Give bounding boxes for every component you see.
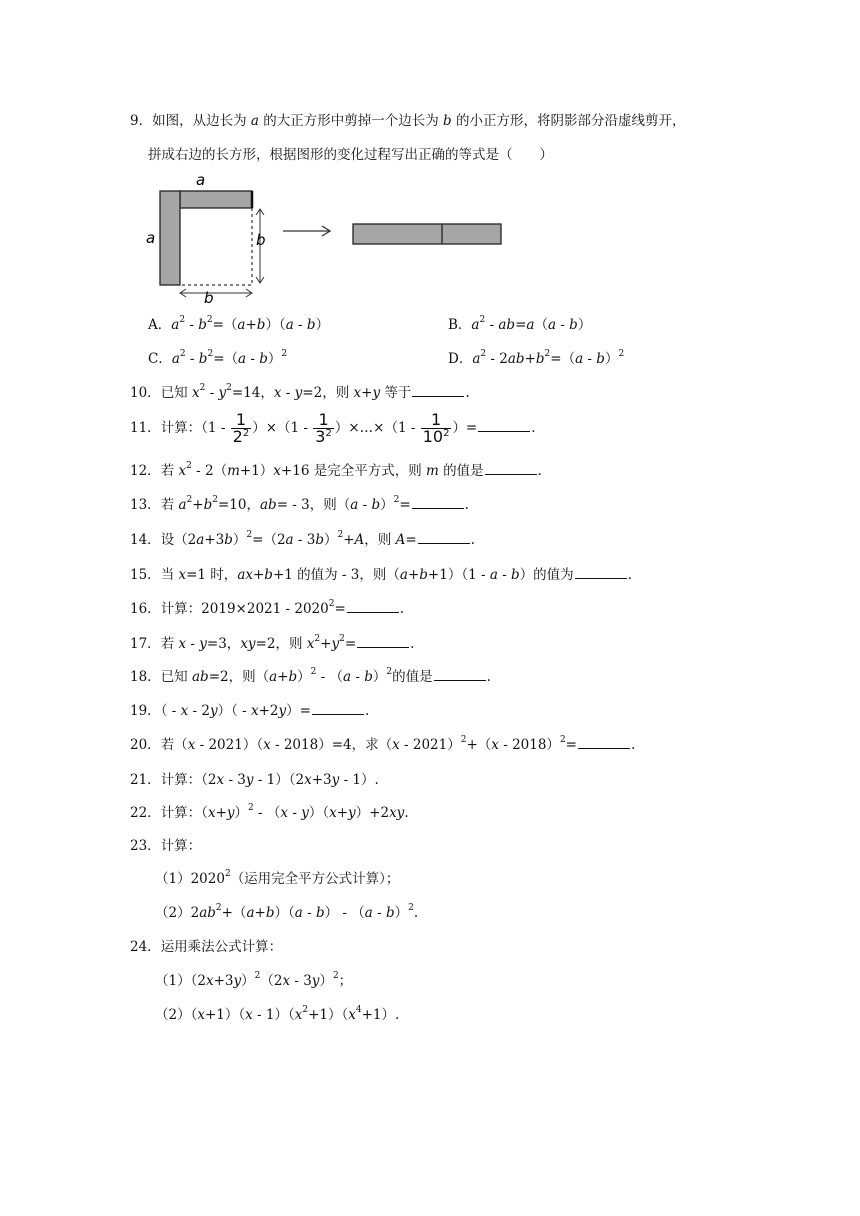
label-right-b: b xyxy=(256,231,266,249)
question-23-part-2: $(2)2ab^2+(a+b)(a - b) - (a - b)^2$. xyxy=(155,903,419,921)
question-22: 22．计算：$(x+y)^2 - (x - y)(x+y)+2xy$. xyxy=(130,803,409,821)
label-bottom-b: b xyxy=(204,289,214,305)
question-12: 12．若 $x^2 - 2(m+1)x+16$ 是完全平方式，则 m 的值是 . xyxy=(130,461,542,479)
option-b[interactable]: B．$a^2 - ab=a(a - b)$ xyxy=(448,315,592,333)
question-17: 17．若 x - y=3，xy=2，则 $x^2+y^2=$ . xyxy=(130,634,415,652)
question-24: 24．运用乘法公式计算： xyxy=(130,939,283,955)
question-21: 21．计算：（2x - 3y - 1）（2x+3y - 1）. xyxy=(130,772,379,788)
fraction-1-over-3sq: $\frac{1}{3^2}$ xyxy=(315,410,332,446)
question-24-part-2: $(2)(x+1)(x - 1)(x^2+1)(x^4+1)$. xyxy=(155,1005,400,1023)
question-23-part-1: （1）2020$^2$（运用完全平方公式计算）； xyxy=(155,869,400,887)
fraction-1-over-10sq: $\frac{1}{10^2}$ xyxy=(422,410,450,446)
question-11: 11．计算：（1 - $\frac{1}{2^2}$ ）×（1 - $\frac{1}{3^2}$ ）×…×（1 - $\frac{1}{10^2}$ ）= . xyxy=(130,410,536,446)
option-d[interactable]: D．$a^2 - 2ab+b^2=(a - b)^2$ xyxy=(448,349,625,367)
question-10: 10．已知 $x^2 - y^2=14$，x - y=2，则 x+y 等于 . xyxy=(130,383,470,401)
option-c[interactable]: C．$a^2 - b^2=(a - b)^2$ xyxy=(148,349,288,367)
square-cut-figure xyxy=(140,165,520,305)
question-9-line-2: 拼成右边的长方形，根据图形的变化过程写出正确的等式是（ ） xyxy=(148,147,553,163)
label-left-a: a xyxy=(146,229,156,247)
question-18: 18．已知 ab=2，则$(a+b)^2 - (a - b)^2$的值是 . xyxy=(130,667,491,685)
option-a[interactable]: A．$a^2 - b^2=(a+b)(a - b)$ xyxy=(148,315,330,333)
question-19: 19．（ - x - 2y）（ - x+2y）= . xyxy=(130,703,370,719)
question-24-part-1: $(1)(2x+3y)^2(2x - 3y)^2$； xyxy=(155,971,353,989)
question-16: 16．计算：$2019\times 2021 - 2020^2=$ . xyxy=(130,599,405,617)
question-9-line-1: 9．如图，从边长为 a 的大正方形中剪掉一个边长为 b 的小正方形，将阴影部分沿虚线剪开， xyxy=(130,113,686,129)
fraction-1-over-2sq: $\frac{1}{2^2}$ xyxy=(232,410,250,446)
question-14: 14．设$(2a+3b)^2=(2a - 3b)^2+A$，则 A= . xyxy=(130,530,475,548)
question-15: 15．当 x=1 时，ax+b+1 的值为 - 3，则（a+b+1）（1 - a - b）的值为 . xyxy=(130,567,632,583)
question-20: 20．若（x - 2021）（x - 2018）=4，求（x - 2021）$^2$+（x - 2018）$^2$= . xyxy=(130,735,636,753)
label-top-a: a xyxy=(196,171,206,189)
question-13: 13．若 $a^2+b^2=10$，ab= - 3，则（a - b）$^2$= . xyxy=(130,495,469,513)
question-23: 23．计算： xyxy=(130,838,202,854)
